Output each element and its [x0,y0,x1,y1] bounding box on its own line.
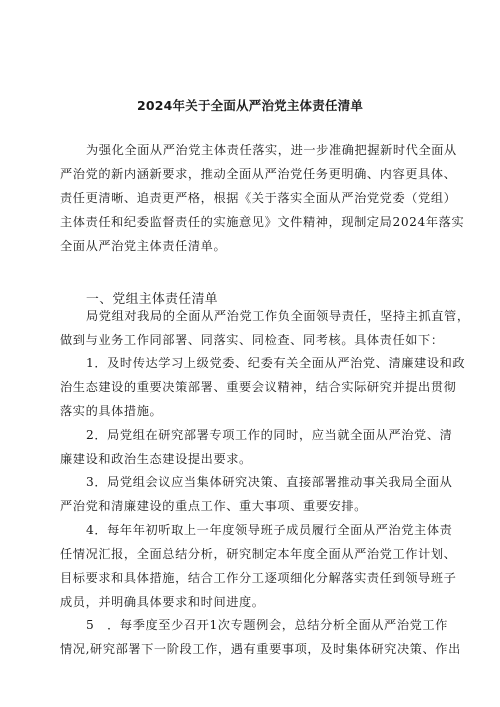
text-line: 4．每年年初听取上一年度领导班子成员履行全面从严治党主体责 [86,523,453,537]
list-item-3 [60,470,470,518]
text-line: 严治党的新内涵新要求，推动全面从严治党任务更明确、内容更具体、 [60,167,457,181]
document-title: 2024年关于全面从严治党主体责任清单 [136,98,364,113]
text-line: 目标要求和具体措施，结合工作分工逐项细化分解落实责任到领导班子 [60,571,457,585]
text-line: 落实的具体措施。 [60,404,163,418]
text-line: 1．及时传达学习上级党委、纪委有关全面从严治党、清廉建设和政 [86,356,466,370]
text-line: 2．局党组在研究部署专项工作的同时，应当就全面从严治党、清 [86,428,453,442]
intro-paragraph [60,138,470,258]
text-line: 责任更清晰、追责更严格，根据《关于落实全面从严治党党委（党组） [60,191,457,205]
list-item-4 [60,518,470,614]
text-line: 为强化全面从严治党主体责任落实，进一步准确把握新时代全面从 [86,143,457,157]
text-line: 治生态建设的重要决策部署、重要会议精神，结合实际研究并提出贯彻 [60,380,457,394]
text-line: 廉建设和政治生态建设提出要求。 [60,452,252,466]
text-line: 全面从严治党主体责任清单。 [60,239,227,253]
text-line: 5 ．每季度至少召开1次专题例会，总结分析全面从严治党工作 [86,618,448,632]
list-item-5 [60,613,470,661]
list-item-2 [60,423,470,471]
section-heading: 一、党组主体责任清单 [86,292,218,307]
text-line: 任情况汇报，全面总结分析，研究制定本年度全面从严治党工作计划、 [60,547,457,561]
text-line: 3．局党组会议应当集体研究决策、直接部署推动事关我局全面从 [86,475,453,489]
text-line: 严治党和清廉建设的重点工作、重大事项、重要安排。 [60,499,367,513]
text-line: 局党组对我局的全面从严治党工作负全面领导责任，坚持主抓直管， [86,309,470,323]
text-line: 成员，并明确具体要求和时间进度。 [60,595,265,609]
list-item-1 [60,351,470,423]
section-lead-paragraph [60,304,470,352]
text-line: 做到与业务工作同部署、同落实、同检查、同考核。具体责任如下： [60,333,444,347]
text-line: 情况,研究部署下一阶段工作，遇有重要事项，及时集体研究决策、作出 [60,642,461,656]
text-line: 主体责任和纪委监督责任的实施意见》文件精神，现制定局2024年落实 [60,215,465,229]
